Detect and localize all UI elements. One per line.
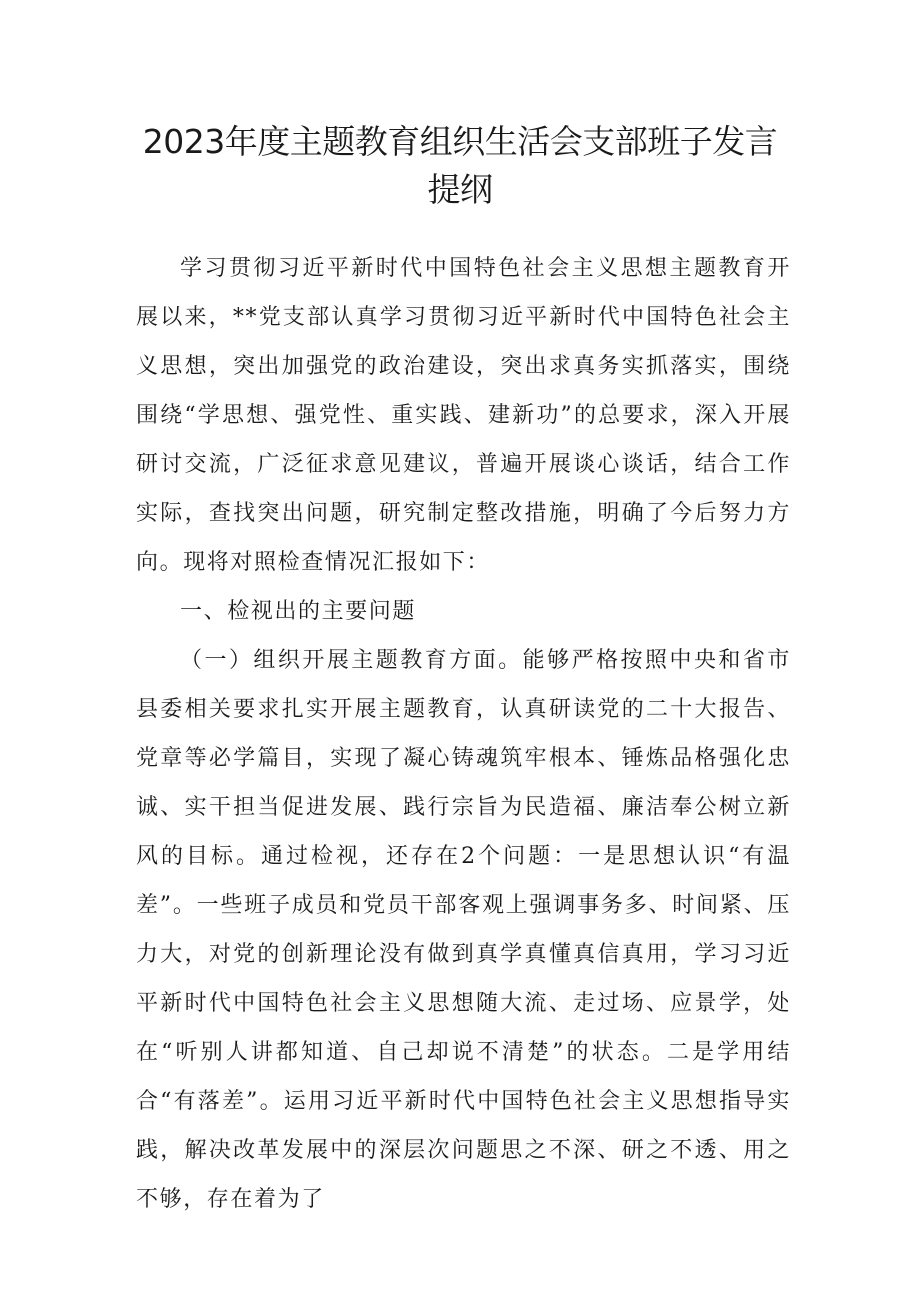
- intro-paragraph: 学习贯彻习近平新时代中国特色社会主义思想主题教育开展以来，**党支部认真学习贯彻习近平新时代中国特色社会主义思想，突出加强党的政治建设，突出求真务实抓落实，围绕围绕“学思想、强党性、重实践、建新功”的总要求，深入开展研讨交流，广泛征求意见建议，普遍开展谈心谈话，结合工作实际，查找突出问题，研究制定整改措施，明确了今后努力方向。现将对照检查情况汇报如下：: [136, 256, 791, 575]
- document-body: [136, 244, 791, 1224]
- document-title: 2023年度主题教育组织生活会支部班子发言提纲: [142, 122, 778, 209]
- subsection-paragraph: （一）组织开展主题教育方面。能够严格按照中央和省市县委相关要求扎实开展主题教育，认真研读党的二十大报告、党章等必学篇目，实现了凝心铸魂筑牢根本、锤炼品格强化忠诚、实干担当促进发展、践行宗旨为民造福、廉洁奉公树立新风的目标。通过检视，还存在2个问题：一是思想认识“有温差”。一些班子成员和党员干部客观上强调事务多、时间紧、压力大，对党的创新理论没有做到真学真懂真信真用，学习习近平新时代中国特色社会主义思想随大流、走过场、应景学，处在“听别人讲都知道、自己却说不清楚”的状态。二是学用结合“有落差”。运用习近平新时代中国特色社会主义思想指导实践，解决改革发展中的深层次问题思之不深、研之不透、用之不够，存在着为了: [136, 648, 791, 1212]
- section-heading: 一、检视出的主要问题: [180, 599, 417, 624]
